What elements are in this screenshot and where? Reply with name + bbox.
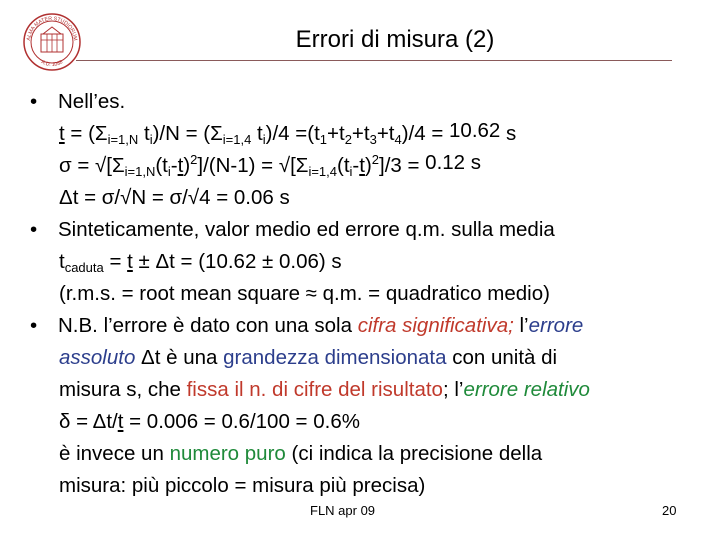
text: +t — [327, 122, 345, 145]
text: con unità di — [446, 346, 558, 369]
page-number: 20 — [662, 503, 677, 518]
text: l’ — [513, 314, 529, 337]
text: (ci indica la precisione della — [285, 442, 543, 465]
text: )/4 =(t — [265, 122, 320, 145]
highlight-green: numero puro — [169, 442, 286, 465]
sigma-formula-line — [30, 150, 700, 182]
text: +t — [376, 122, 395, 145]
superscript: 2 — [190, 152, 198, 167]
text: ) — [183, 154, 191, 177]
text: = (Σ — [64, 122, 108, 145]
text: σ = √[Σ — [59, 154, 125, 177]
bullet-3-continuation-2 — [30, 374, 700, 406]
text: Sinteticamente, valor medio ed errore q.m. sulla media — [58, 218, 555, 241]
t-mean: t — [117, 410, 124, 433]
unit: s — [500, 122, 517, 145]
delta-t-line — [30, 182, 700, 214]
bullet-line-2 — [30, 214, 700, 246]
subscript: i=1,4 — [308, 164, 337, 179]
text: ]/3 = — [379, 154, 426, 177]
result-line — [30, 246, 700, 278]
subscript: 1 — [319, 132, 328, 147]
text: ]/(N-1) = √[Σ — [197, 154, 309, 177]
highlight-red: cifra significativa; — [357, 314, 514, 337]
bullet-glyph: • — [30, 314, 38, 337]
t-mean: t — [359, 154, 365, 177]
text: = 0.006 = 0.6/100 = 0.6% — [123, 410, 360, 433]
text: ± Δt = (10.62 ± 0.06) s — [132, 250, 342, 273]
text: )/4 = — [401, 122, 450, 145]
subscript: 2 — [344, 132, 352, 147]
subscript: i — [349, 164, 353, 179]
subscript: 3 — [369, 132, 377, 147]
slide-title: Errori di misura (2) — [295, 26, 495, 53]
text: - — [170, 154, 178, 177]
bullet-3-continuation-4 — [30, 470, 700, 502]
text: misura: più piccolo = misura più precisa) — [59, 474, 426, 497]
text: misura s, che — [59, 378, 187, 401]
seal-text-top: ALMA MATER STUDIORUM — [26, 15, 79, 42]
text: Δt = σ/√N = σ/√4 = 0.06 s — [59, 186, 290, 209]
title-divider — [76, 60, 672, 61]
subscript: i=1,4 — [222, 132, 252, 147]
subscript: caduta — [64, 260, 104, 275]
text: N.B. l’errore è dato con una sola — [58, 314, 358, 337]
relative-error-line — [30, 406, 700, 438]
highlight-green: errore relativo — [463, 378, 590, 401]
text: (t — [337, 154, 350, 177]
mean-formula-line — [30, 118, 700, 150]
text: +t — [351, 122, 370, 145]
text: ; l’ — [442, 378, 464, 401]
bullet-glyph: • — [30, 218, 38, 241]
university-seal-icon — [22, 12, 82, 72]
text: Nell’es. — [58, 90, 126, 113]
highlight-red: fissa il n. di cifre del risultato — [186, 378, 443, 401]
superscript: 2 — [371, 152, 380, 167]
subscript: 4 — [394, 132, 402, 147]
t-mean: t — [127, 250, 133, 273]
bullet-3-continuation-3 — [30, 438, 700, 470]
text: è invece un — [59, 442, 170, 465]
footer-label: FLN apr 09 — [310, 503, 376, 518]
svg-text:A.D. 1088 — [40, 59, 64, 68]
t-mean: t — [177, 154, 184, 177]
mean-value: 10.62 — [449, 119, 501, 142]
text: δ = Δt/ — [59, 410, 118, 433]
subscript: i — [149, 132, 153, 147]
text: t — [59, 250, 65, 273]
rms-note-line — [30, 278, 700, 310]
text: = — [103, 250, 128, 273]
text: t — [251, 122, 263, 145]
highlight-blue: assoluto — [59, 346, 136, 369]
unit: s — [465, 151, 482, 174]
bullet-line-3 — [30, 310, 700, 342]
highlight-blue: grandezza dimensionata — [223, 346, 447, 369]
text: (t — [155, 154, 168, 177]
subscript: i=1,N — [107, 132, 139, 147]
text: - — [352, 154, 360, 177]
text: (r.m.s. = root mean square ≈ q.m. = quadratico medio) — [59, 282, 550, 305]
text: ) — [364, 154, 372, 177]
bullet-line-1 — [30, 86, 700, 118]
slide-body — [30, 86, 700, 502]
text: )/N = (Σ — [152, 122, 223, 145]
sigma-value: 0.12 — [425, 151, 466, 174]
highlight-blue: errore — [528, 314, 584, 337]
text: Δt è una — [135, 346, 224, 369]
subscript: i — [262, 132, 266, 147]
subscript: i — [167, 164, 171, 179]
t-mean: t — [59, 122, 65, 145]
seal-text-bottom: A.D. 1088 — [40, 59, 64, 69]
text: t — [138, 122, 150, 145]
bullet-3-continuation-1 — [30, 342, 700, 374]
bullet-glyph: • — [30, 90, 38, 113]
subscript: i=1,N — [124, 164, 156, 179]
